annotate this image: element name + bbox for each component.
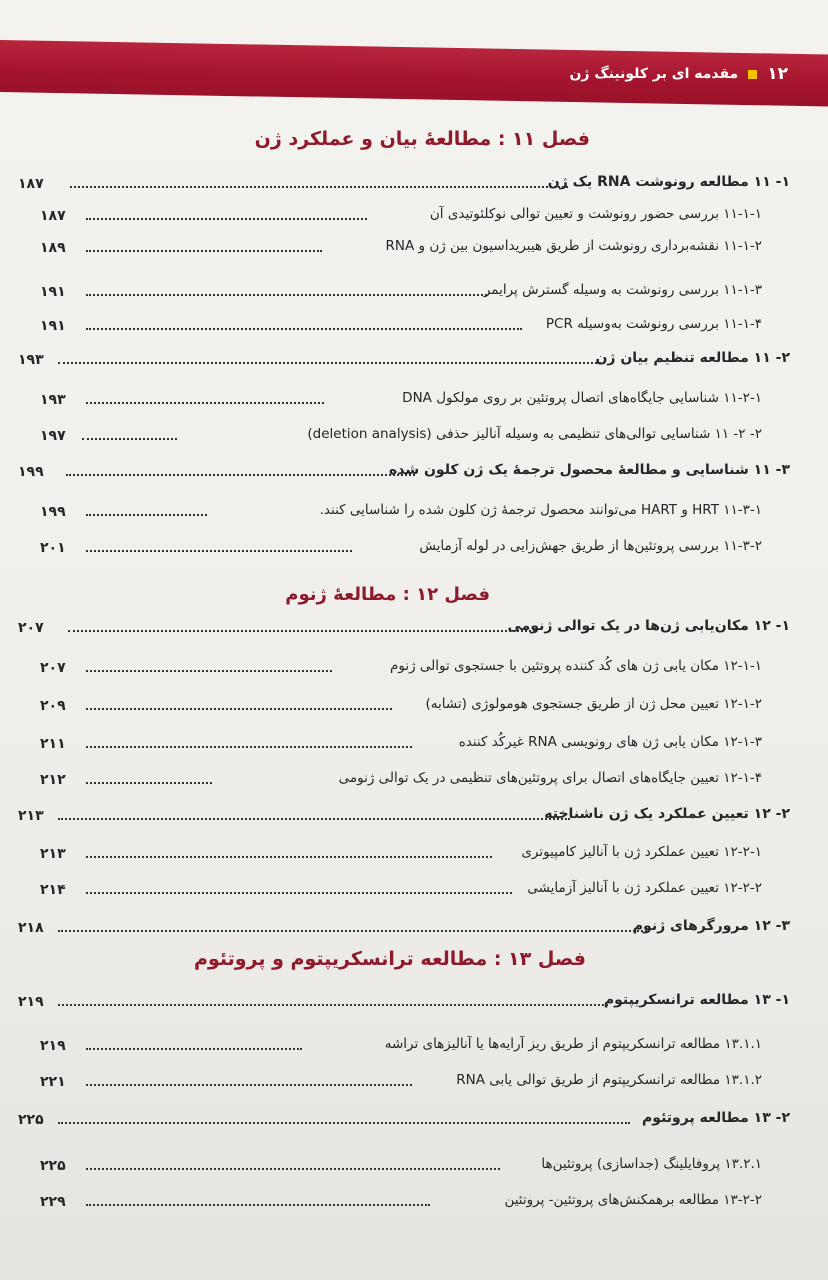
toc-entry-text: ۱- ۱۲ مکان‌یابی ژن‌ها در یک توالی ژنومی [507,618,790,634]
dot-leader [86,402,324,404]
toc-page-number: ۱۸۷ [18,176,44,192]
toc-entry [18,172,790,200]
toc-page-number: ۲۱۸ [18,920,44,936]
dot-leader [86,892,512,894]
toc-entry [40,236,762,264]
toc-page-number: ۱۹۱ [40,284,66,300]
toc-entry-text: ۱۱-۲-۱ شناسایی جایگاه‌های اتصال پروتئین بر روی مولکول DNA [402,390,762,406]
dot-leader [86,328,522,330]
toc-entry-text: ۱۲-۱-۴ تعیین جایگاه‌های اتصال برای پروتئین‌های تنظیمی در یک توالی ژنومی [338,770,762,786]
toc-entry [40,500,762,528]
dot-leader [86,250,322,252]
toc-page-number: ۱۹۱ [40,318,66,334]
toc-entry-text: ۱۱-۳-۲ بررسی پروتئین‌ها از طریق جهش‌زایی در لوله آزمایش [419,538,762,554]
toc-entry-text: ۲- ۱۳ مطالعه پروتئوم [642,1110,790,1126]
toc-page-number: ۱۹۹ [18,464,44,480]
chapter-title: فصل ۱۲ : مطالعهٔ ژنوم [285,584,490,605]
toc-entry-text: ۱۲-۲-۱ تعیین عملکرد ژن با آنالیز کامپیوتری [521,844,762,860]
toc-page-number: ۱۹۷ [40,428,66,444]
toc-entry [18,990,790,1018]
toc-entry-text: ۱۳-۲-۲ مطالعه برهمکنش‌های پروتئین- پروتئین [504,1192,762,1208]
toc-entry-text: ۱۲-۱-۲ تعیین محل ژن از طریق جستجوی هومولوژی (تشابه) [425,696,762,712]
toc-page-number: ۲۱۲ [40,772,66,788]
dot-leader [86,1204,430,1206]
dot-leader [66,474,415,476]
toc-entry-text: ۳- ۱۲ مرورگرهای ژنوم [632,918,790,934]
toc-page-number: ۲۲۱ [40,1074,66,1090]
dot-leader [86,746,412,748]
toc-entry [40,656,762,684]
toc-entry [40,424,762,452]
dot-leader [68,630,535,632]
dot-leader [58,362,605,364]
toc-page-number: ۲۱۳ [40,846,66,862]
toc-entry-text: ۳- ۱۱ شناسایی و مطالعهٔ محصول ترجمهٔ یک ژن کلون شده [388,462,790,478]
toc-page-number: ۱۹۹ [40,504,66,520]
toc-page-number: ۱۸۹ [40,240,66,256]
dot-leader [58,1122,630,1124]
toc-entry [18,348,790,376]
toc-entry-text: ۱۳.۱.۲ مطالعه ترانسکریپتوم از طریق توالی یابی RNA [456,1072,762,1088]
dot-leader [58,1004,608,1006]
toc-entry-text: ۱۱-۱-۱ بررسی حضور رونوشت و تعیین توالی نوکلئوتیدی آن [429,206,762,222]
chapter-title: فصل ۱۳ : مطالعه ترانسکریپتوم و پروتئوم [193,948,586,970]
toc-entry-text: ۱۲-۲-۲ تعیین عملکرد ژن با آنالیز آزمایشی [527,880,762,896]
toc-entry [40,536,762,564]
dot-leader [86,550,352,552]
toc-page-number: ۱۸۷ [40,208,66,224]
toc-entry [18,616,790,644]
toc-entry-text: ۲- ۲- ۱۱ شناسایی توالی‌های تنظیمی به وسیله آنالیز حذفی (deletion analysis) [307,426,762,442]
toc-entry [18,916,790,944]
toc-entry-text: ۱- ۱۱ مطالعه رونوشت RNA یک ژن [547,174,790,190]
toc-entry-text: ۱- ۱۳ مطالعه ترانسکریپتوم [603,992,790,1008]
toc-page-number: ۲۱۹ [40,1038,66,1054]
toc-page-number: ۲۰۹ [40,698,66,714]
dot-leader [86,294,487,296]
toc-entry-text: ۲- ۱۱ مطالعه تنظیم بیان ژن [595,350,790,366]
toc-entry-text: ۱۱-۳-۱ HRT و HART می‌توانند محصول ترجمهٔ ژن کلون شده را شناسایی کنند. [319,502,762,518]
dot-leader [86,1084,412,1086]
dot-leader [86,782,212,784]
dot-leader [86,514,207,516]
toc-entry [40,1034,762,1062]
toc-entry [40,842,762,870]
toc-entry [40,878,762,906]
toc-entry [40,732,762,760]
toc-page-number: ۱۹۳ [40,392,66,408]
dot-leader [86,670,332,672]
toc-entry [40,314,762,342]
toc-page-number: ۲۰۷ [40,660,66,676]
toc-entry-text: ۲- ۱۲ تعیین عملکرد یک ژن ناشناخته [544,806,790,822]
page-number: ۱۲ [767,64,788,84]
running-title: مقدمه ای بر کلونینگ ژن [569,66,739,82]
toc-entry [40,768,762,796]
dot-leader [82,438,177,440]
toc-entry [18,1108,790,1136]
dot-leader [86,708,392,710]
dot-leader [86,856,492,858]
toc-entry-text: ۱۱-۱-۲ نقشه‌برداری رونوشت از طریق هیبریداسیون بین ژن و RNA [385,238,762,254]
toc-entry-text: ۱۳.۲.۱ پروفایلینگ (جداسازی) پروتئین‌ها [541,1156,762,1172]
toc-entry [40,1190,762,1218]
toc-page-number: ۲۲۵ [40,1158,66,1174]
toc-entry [18,804,790,832]
toc-entry [40,694,762,722]
toc-page-number: ۲۱۹ [18,994,44,1010]
toc-entry [18,460,790,488]
dot-leader [70,186,568,188]
toc-page-number: ۲۰۱ [40,540,66,556]
toc-entry [40,1154,762,1182]
dot-leader [58,930,650,932]
toc-entry [40,388,762,416]
dot-leader [86,218,367,220]
toc-page-number: ۲۰۷ [18,620,44,636]
toc-page-number: ۲۱۳ [18,808,44,824]
toc-entry-text: ۱۳.۱.۱ مطالعه ترانسکریپتوم از طریق ریز آرایه‌ها یا آنالیزهای تراشه [384,1036,762,1052]
chapter-title: فصل ۱۱ : مطالعهٔ بیان و عملکرد ژن [254,128,590,150]
toc-page-number: ۲۱۱ [40,736,66,752]
toc-page-number: ۲۲۵ [18,1112,44,1128]
toc-entry-text: ۱۲-۱-۳ مکان یابی ژن های رونویسی RNA غیرکُد کننده [458,734,762,750]
dot-leader [86,1048,302,1050]
toc-entry [40,1070,762,1098]
toc-entry-text: ۱۲-۱-۱ مکان یابی ژن های کُد کننده پروتئین با جستجوی توالی ژنوم [390,658,762,674]
toc-page-number: ۱۹۳ [18,352,44,368]
toc-page-number: ۲۲۹ [40,1194,66,1210]
dot-leader [58,818,570,820]
toc-entry [40,204,762,232]
toc-entry-text: ۱۱-۱-۴ بررسی رونوشت به‌وسیله PCR [545,316,762,332]
toc-page-number: ۲۱۴ [40,882,66,898]
toc-entry [40,280,762,308]
toc-entry-text: ۱۱-۱-۳ بررسی رونوشت به وسیله گسترش پرایمر [483,282,762,298]
dot-leader [86,1168,500,1170]
